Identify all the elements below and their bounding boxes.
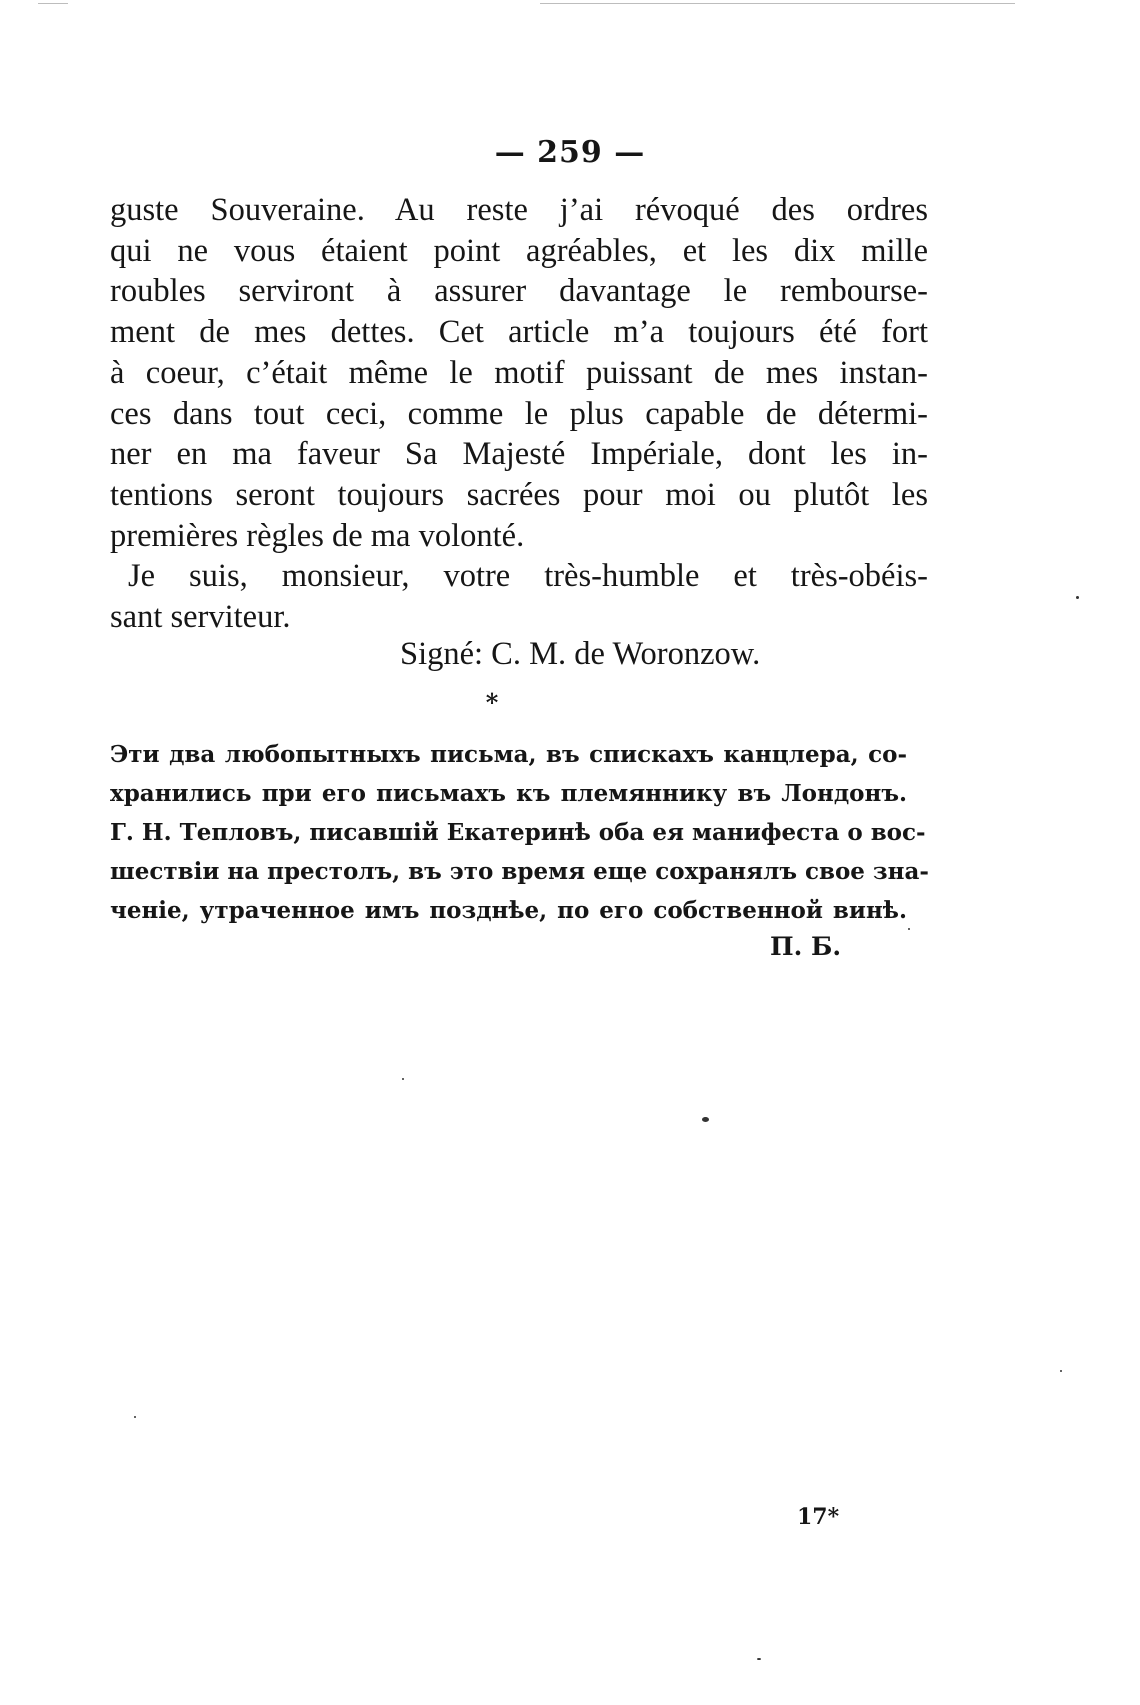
- letter-line: ces dans tout ceci, comme le plus capable de détermi-: [110, 395, 928, 432]
- letter-text: [110, 190, 928, 638]
- letter-line: ment de mes dettes. Cet article m’a toujours été fort: [110, 314, 928, 351]
- letter-line: roubles serviront à assurer davantage le rembourse-: [110, 273, 928, 310]
- note-line: Эти два любопытныхъ письма, въ спискахъ канцлера, со-: [110, 741, 907, 768]
- letter-closing-line: sant serviteur.: [110, 599, 291, 636]
- scan-speck: [402, 1078, 404, 1080]
- letter-line: premières règles de ma volonté.: [110, 517, 525, 554]
- page-number: — 259 —: [494, 135, 646, 170]
- scan-speck: [908, 928, 910, 930]
- note-line: хранились при его письмахъ къ племяннику въ Лондонъ.: [110, 780, 907, 807]
- note-line: Г. Н. Тепловъ, писавшій Екатеринѣ оба ея манифеста о вос-: [110, 819, 926, 846]
- letter-line: à coeur, c’était même le motif puissant de mes instan-: [110, 354, 928, 391]
- note-initials: П. Б.: [770, 932, 842, 961]
- section-separator: *: [485, 688, 499, 717]
- scan-speck: [702, 1117, 709, 1122]
- scan-speck: [1076, 596, 1079, 599]
- letter-closing-line: Je suis, monsieur, votre très-humble et très-obéis-: [128, 558, 928, 595]
- editor-note: [110, 735, 929, 930]
- scan-speck: [757, 1658, 761, 1660]
- letter-line: qui ne vous étaient point agréables, et les dix mille: [110, 232, 928, 269]
- printer-signature-mark: 17*: [797, 1504, 840, 1530]
- letter-line: tentions seront toujours sacrées pour moi ou plutôt les: [110, 476, 928, 513]
- top-edge-rule-right: [540, 3, 1015, 4]
- note-line: ченіе, утраченное имъ позднѣе, по его собственной винѣ.: [110, 897, 907, 924]
- scan-speck: [134, 1416, 136, 1418]
- note-line: шествіи на престолъ, въ это время еще сохранялъ свое зна-: [110, 858, 929, 885]
- letter-line: ner en ma faveur Sa Majesté Impériale, dont les in-: [110, 436, 928, 473]
- top-edge-rule-left: [38, 3, 68, 4]
- letter-signature: Signé: C. M. de Woronzow.: [400, 636, 761, 672]
- scan-speck: [1060, 1370, 1062, 1372]
- letter-line: guste Souveraine. Au reste j’ai révoqué des ordres: [110, 192, 928, 228]
